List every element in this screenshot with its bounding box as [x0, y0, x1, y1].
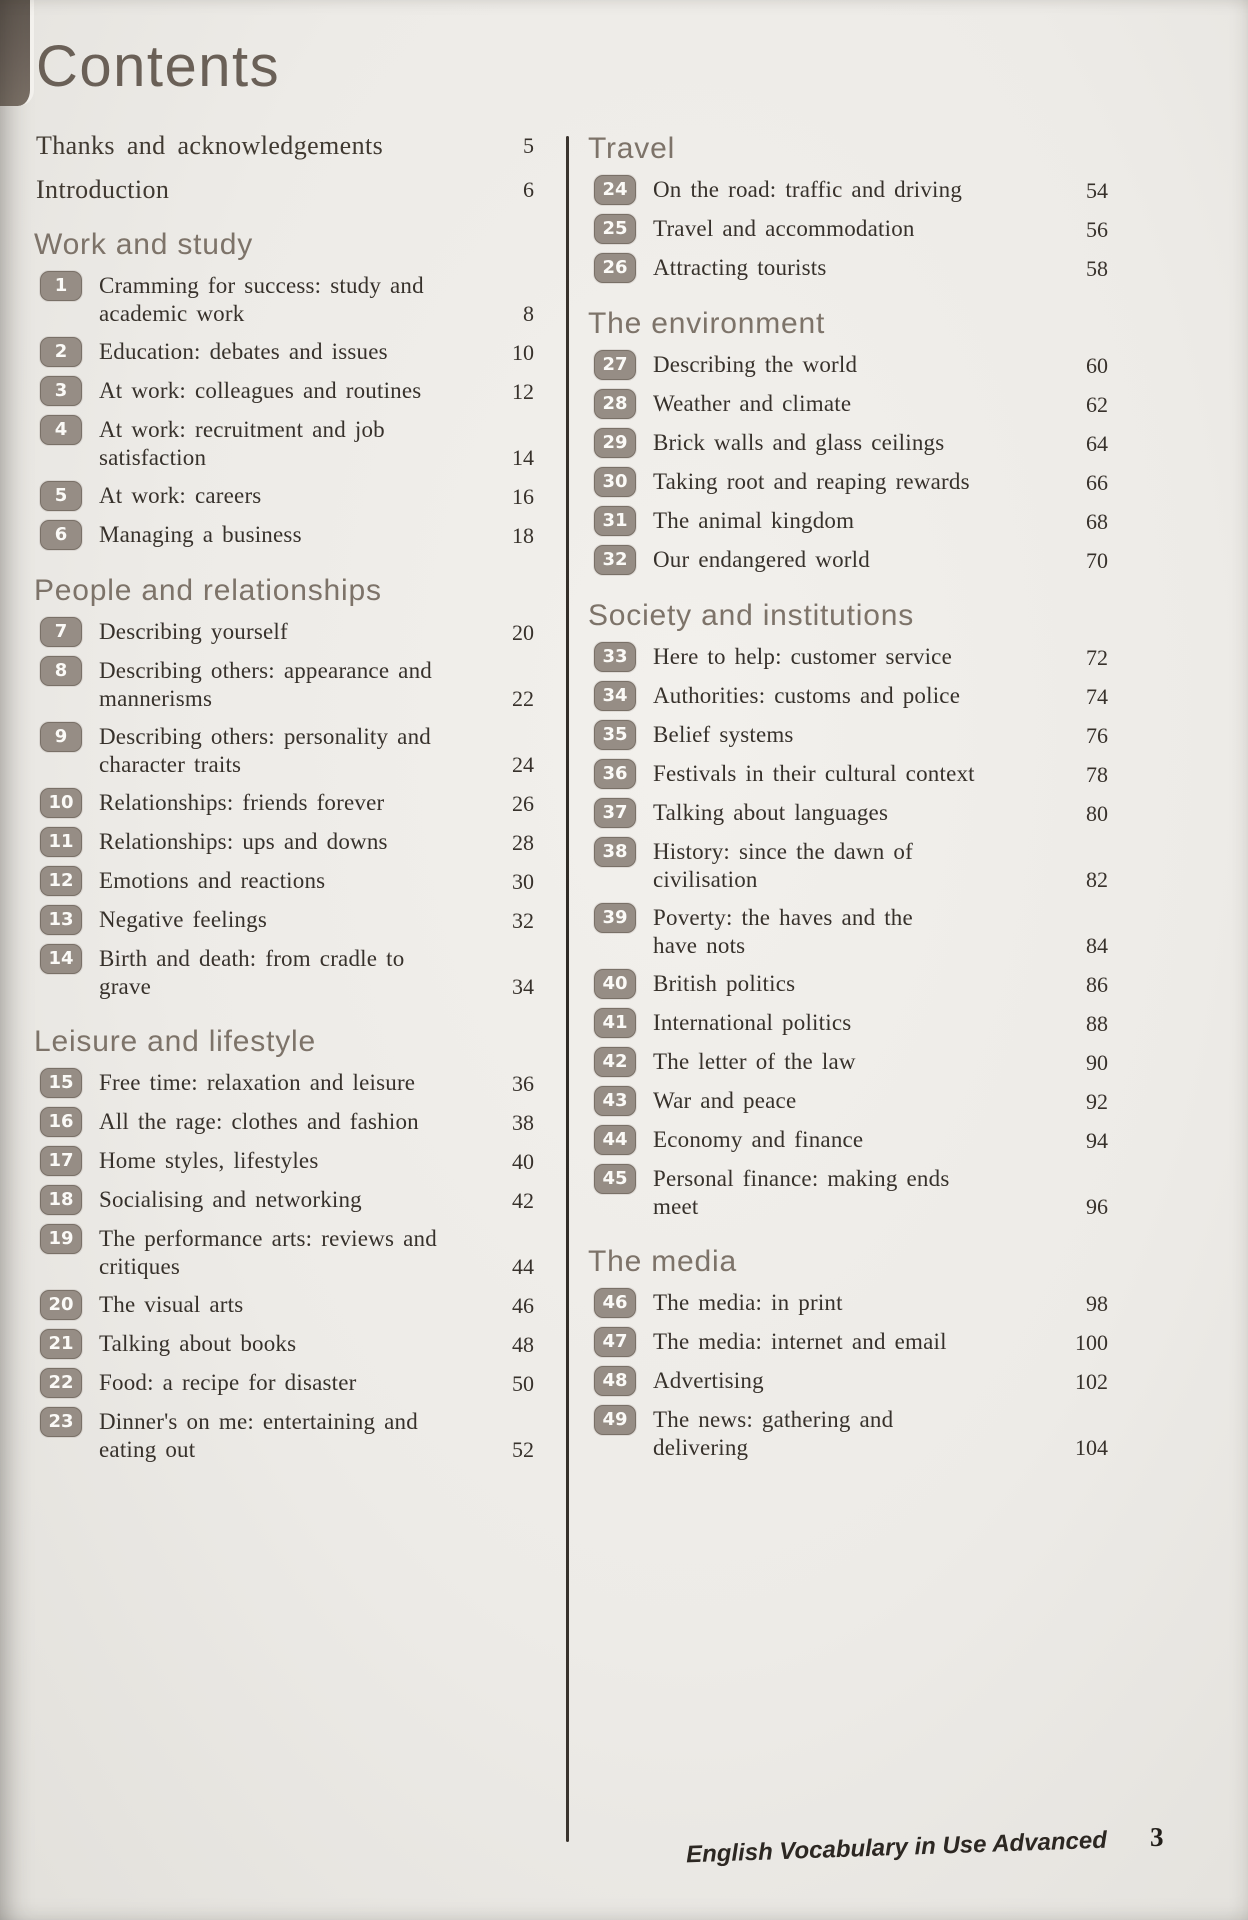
unit-title: Taking root and reaping rewards: [653, 469, 970, 494]
unit-number-badge: 8: [40, 656, 82, 686]
toc-entry: [34, 1225, 534, 1281]
toc-entry: [588, 1087, 1108, 1116]
page-number: 68: [1086, 509, 1108, 534]
toc-section: [588, 599, 1108, 1221]
toc-column-left: [34, 132, 534, 1474]
unit-number-badge: 40: [594, 969, 636, 999]
unit-title: Describing others: personality and character traits: [99, 724, 431, 777]
toc-entry: [34, 789, 534, 818]
toc-entry: [34, 1147, 534, 1176]
toc-entry: [34, 618, 534, 647]
toc-section: [34, 1025, 534, 1464]
page-edge-tab: [0, 0, 34, 106]
unit-title: All the rage: clothes and fashion: [99, 1109, 419, 1134]
unit-title: The media: in print: [653, 1290, 843, 1315]
toc-section: [34, 574, 534, 1001]
unit-number-badge: 39: [594, 903, 636, 933]
toc-entry: [588, 429, 1108, 458]
unit-number-badge: 29: [594, 428, 636, 458]
unit-number-badge: 14: [40, 944, 82, 974]
toc-entry: [588, 1126, 1108, 1155]
unit-number-badge: 3: [40, 376, 82, 406]
unit-title: Talking about books: [99, 1331, 297, 1356]
page-number: 28: [512, 830, 534, 855]
page-number: 26: [512, 791, 534, 816]
unit-number-badge: 15: [40, 1068, 82, 1098]
page-number: 20: [512, 620, 534, 645]
toc-section: [588, 1245, 1108, 1462]
toc-entry: [588, 390, 1108, 419]
unit-title: At work: colleagues and routines: [99, 378, 422, 403]
running-footer-book-title: English Vocabulary in Use Advanced: [685, 1826, 1108, 1869]
page-number: 32: [512, 908, 534, 933]
toc-entry: [588, 1048, 1108, 1077]
toc-entry: [588, 1289, 1108, 1318]
toc-entry: [34, 723, 534, 779]
unit-title: International politics: [653, 1010, 852, 1035]
page-number: 48: [512, 1332, 534, 1357]
unit-number-badge: 24: [594, 175, 636, 205]
page-number: 100: [1075, 1330, 1108, 1355]
toc-entry: [588, 1406, 1108, 1462]
page-number: 60: [1086, 353, 1108, 378]
unit-number-badge: 46: [594, 1288, 636, 1318]
unit-number-badge: 27: [594, 350, 636, 380]
unit-number-badge: 6: [40, 520, 82, 550]
unit-number-badge: 38: [594, 837, 636, 867]
section-heading: Society and institutions: [588, 599, 915, 632]
toc-entry: [34, 1069, 534, 1098]
footer-page-number: 3: [1150, 1822, 1164, 1852]
toc-entry: [588, 1165, 1108, 1221]
page-number: 98: [1086, 1291, 1108, 1316]
unit-number-badge: 11: [40, 827, 82, 857]
unit-title: Belief systems: [653, 722, 794, 747]
toc-entry: [34, 416, 534, 472]
unit-number-badge: 49: [594, 1405, 636, 1435]
page-number: 94: [1086, 1128, 1108, 1153]
unit-number-badge: 4: [40, 415, 82, 445]
page-number: 34: [512, 974, 534, 999]
toc-entry: [588, 351, 1108, 380]
unit-number-badge: 44: [594, 1125, 636, 1155]
unit-title: Home styles, lifestyles: [99, 1148, 319, 1173]
unit-number-badge: 31: [594, 506, 636, 536]
page-number: 14: [512, 445, 534, 470]
toc-entry: [34, 828, 534, 857]
unit-title: War and peace: [653, 1088, 797, 1113]
unit-title: Socialising and networking: [99, 1187, 362, 1212]
section-heading: Work and study: [34, 228, 254, 261]
unit-number-badge: 16: [40, 1107, 82, 1137]
unit-number-badge: 12: [40, 866, 82, 896]
toc-entry: [34, 1186, 534, 1215]
page-number: 54: [1086, 178, 1108, 203]
toc-section: [34, 228, 534, 550]
unit-title: The news: gathering and delivering: [653, 1407, 894, 1460]
toc-entry: [34, 377, 534, 406]
unit-title: Brick walls and glass ceilings: [653, 430, 945, 455]
page-number: 30: [512, 869, 534, 894]
unit-title: Festivals in their cultural context: [653, 761, 975, 786]
page-number: 50: [512, 1371, 534, 1396]
toc-entry: [34, 482, 534, 511]
toc-entry: [34, 1108, 534, 1137]
page-number: 12: [512, 379, 534, 404]
unit-number-badge: 47: [594, 1327, 636, 1357]
toc-entry: [34, 1369, 534, 1398]
unit-title: Personal finance: making ends meet: [653, 1166, 950, 1219]
unit-title: Dinner's on me: entertaining and eating out: [99, 1409, 418, 1462]
section-heading: Travel: [588, 132, 676, 165]
unit-title: Describing others: appearance and mannerisms: [99, 658, 432, 711]
page-number: 72: [1086, 645, 1108, 670]
toc-entry: [588, 176, 1108, 205]
toc-entry: [588, 682, 1108, 711]
page-number: 92: [1086, 1089, 1108, 1114]
page-number: 102: [1075, 1369, 1108, 1394]
unit-title: Weather and climate: [653, 391, 852, 416]
unit-title: The visual arts: [99, 1292, 244, 1317]
page-number: 90: [1086, 1050, 1108, 1075]
page-number: 38: [512, 1110, 534, 1135]
unit-number-badge: 13: [40, 905, 82, 935]
toc-entry: [588, 507, 1108, 536]
unit-number-badge: 36: [594, 759, 636, 789]
unit-number-badge: 33: [594, 642, 636, 672]
toc-entry: [588, 970, 1108, 999]
toc-entry: [588, 1328, 1108, 1357]
unit-title: British politics: [653, 971, 796, 996]
unit-number-badge: 45: [594, 1164, 636, 1194]
page-number: 52: [512, 1437, 534, 1462]
unit-number-badge: 17: [40, 1146, 82, 1176]
unit-number-badge: 19: [40, 1224, 82, 1254]
unit-title: Describing the world: [653, 352, 858, 377]
section-heading: Leisure and lifestyle: [34, 1025, 316, 1058]
unit-number-badge: 28: [594, 389, 636, 419]
page-title: Contents: [36, 34, 281, 99]
toc-entry: [34, 176, 534, 204]
toc-entry: [588, 468, 1108, 497]
page-number: 36: [512, 1071, 534, 1096]
page-number: 96: [1086, 1194, 1108, 1219]
unit-title: The letter of the law: [653, 1049, 856, 1074]
unit-number-badge: 9: [40, 722, 82, 752]
toc-entry: [588, 1367, 1108, 1396]
unit-title: Poverty: the haves and the have nots: [653, 905, 913, 958]
unit-title: On the road: traffic and driving: [653, 177, 963, 202]
page-number: 104: [1075, 1435, 1108, 1460]
unit-title: Managing a business: [99, 522, 302, 547]
toc-entry: [588, 721, 1108, 750]
page-number: 24: [512, 752, 534, 777]
unit-title: Talking about languages: [653, 800, 889, 825]
page-number: 8: [523, 301, 534, 326]
page-number: 74: [1086, 684, 1108, 709]
page-number: 5: [523, 133, 534, 158]
page-number: 66: [1086, 470, 1108, 495]
unit-number-badge: 1: [40, 271, 82, 301]
page-number: 18: [512, 523, 534, 548]
toc-entry: [34, 906, 534, 935]
unit-title: Introduction: [36, 175, 170, 204]
unit-number-badge: 23: [40, 1407, 82, 1437]
toc-entry: [34, 1408, 534, 1464]
page-number: 42: [512, 1188, 534, 1213]
page-number: 86: [1086, 972, 1108, 997]
unit-title: The performance arts: reviews and critiques: [99, 1226, 437, 1279]
unit-number-badge: 26: [594, 253, 636, 283]
page-number: 62: [1086, 392, 1108, 417]
unit-number-badge: 35: [594, 720, 636, 750]
unit-title: Describing yourself: [99, 619, 288, 644]
page-number: 22: [512, 686, 534, 711]
section-heading: The environment: [588, 307, 826, 340]
toc-section: [588, 307, 1108, 575]
unit-title: Attracting tourists: [653, 255, 827, 280]
unit-title: Emotions and reactions: [99, 868, 326, 893]
unit-title: Authorities: customs and police: [653, 683, 961, 708]
toc-entry: [588, 215, 1108, 244]
unit-number-badge: 5: [40, 481, 82, 511]
page-number: 78: [1086, 762, 1108, 787]
toc-entry: [34, 1291, 534, 1320]
toc-entry: [34, 945, 534, 1001]
unit-number-badge: 18: [40, 1185, 82, 1215]
page-number: 82: [1086, 867, 1108, 892]
unit-number-badge: 22: [40, 1368, 82, 1398]
toc-entry: [588, 760, 1108, 789]
unit-number-badge: 25: [594, 214, 636, 244]
toc-entry: [34, 338, 534, 367]
unit-title: At work: careers: [99, 483, 262, 508]
unit-number-badge: 2: [40, 337, 82, 367]
section-heading: People and relationships: [34, 574, 382, 607]
unit-title: Travel and accommodation: [653, 216, 915, 241]
unit-number-badge: 21: [40, 1329, 82, 1359]
toc-section: [34, 132, 534, 204]
toc-entry: [588, 254, 1108, 283]
page-number: 40: [512, 1149, 534, 1174]
toc-entry: [588, 838, 1108, 894]
toc-section: [588, 132, 1108, 283]
page-number: 64: [1086, 431, 1108, 456]
unit-title: Relationships: ups and downs: [99, 829, 388, 854]
unit-number-badge: 7: [40, 617, 82, 647]
unit-title: Thanks and acknowledgements: [36, 131, 384, 160]
unit-number-badge: 30: [594, 467, 636, 497]
toc-entry: [34, 1330, 534, 1359]
unit-number-badge: 48: [594, 1366, 636, 1396]
page-number: 84: [1086, 933, 1108, 958]
unit-title: Birth and death: from cradle to grave: [99, 946, 405, 999]
section-heading: The media: [588, 1245, 737, 1278]
unit-title: Free time: relaxation and leisure: [99, 1070, 416, 1095]
toc-entry: [34, 657, 534, 713]
toc-entry: [588, 546, 1108, 575]
unit-number-badge: 42: [594, 1047, 636, 1077]
unit-number-badge: 43: [594, 1086, 636, 1116]
page-number: 80: [1086, 801, 1108, 826]
unit-number-badge: 37: [594, 798, 636, 828]
unit-title: Our endangered world: [653, 547, 870, 572]
unit-title: The media: internet and email: [653, 1329, 947, 1354]
toc-entry: [34, 272, 534, 328]
toc-entry: [34, 132, 534, 160]
toc-entry: [34, 867, 534, 896]
toc-column-right: [588, 132, 1108, 1472]
unit-title: Negative feelings: [99, 907, 267, 932]
unit-number-badge: 32: [594, 545, 636, 575]
page-number: 56: [1086, 217, 1108, 242]
unit-title: Food: a recipe for disaster: [99, 1370, 357, 1395]
unit-title: History: since the dawn of civilisation: [653, 839, 913, 892]
unit-title: Relationships: friends forever: [99, 790, 385, 815]
page-number: 70: [1086, 548, 1108, 573]
unit-title: The animal kingdom: [653, 508, 855, 533]
unit-title: Advertising: [653, 1368, 764, 1393]
page-number: 16: [512, 484, 534, 509]
page-number: 44: [512, 1254, 534, 1279]
toc-entry: [34, 521, 534, 550]
unit-title: At work: recruitment and job satisfaction: [99, 417, 385, 470]
page-number: 88: [1086, 1011, 1108, 1036]
toc-entry: [588, 643, 1108, 672]
toc-entry: [588, 904, 1108, 960]
page-number: 76: [1086, 723, 1108, 748]
unit-number-badge: 20: [40, 1290, 82, 1320]
unit-title: Education: debates and issues: [99, 339, 388, 364]
unit-number-badge: 34: [594, 681, 636, 711]
unit-title: Economy and finance: [653, 1127, 864, 1152]
column-divider-rule: [566, 136, 569, 1842]
page-number: 6: [523, 177, 534, 202]
unit-number-badge: 10: [40, 788, 82, 818]
toc-entry: [588, 1009, 1108, 1038]
page-number: 58: [1086, 256, 1108, 281]
unit-title: Here to help: customer service: [653, 644, 952, 669]
page-number: 10: [512, 340, 534, 365]
unit-number-badge: 41: [594, 1008, 636, 1038]
page-number: 46: [512, 1293, 534, 1318]
toc-entry: [588, 799, 1108, 828]
unit-title: Cramming for success: study and academic work: [99, 273, 424, 326]
